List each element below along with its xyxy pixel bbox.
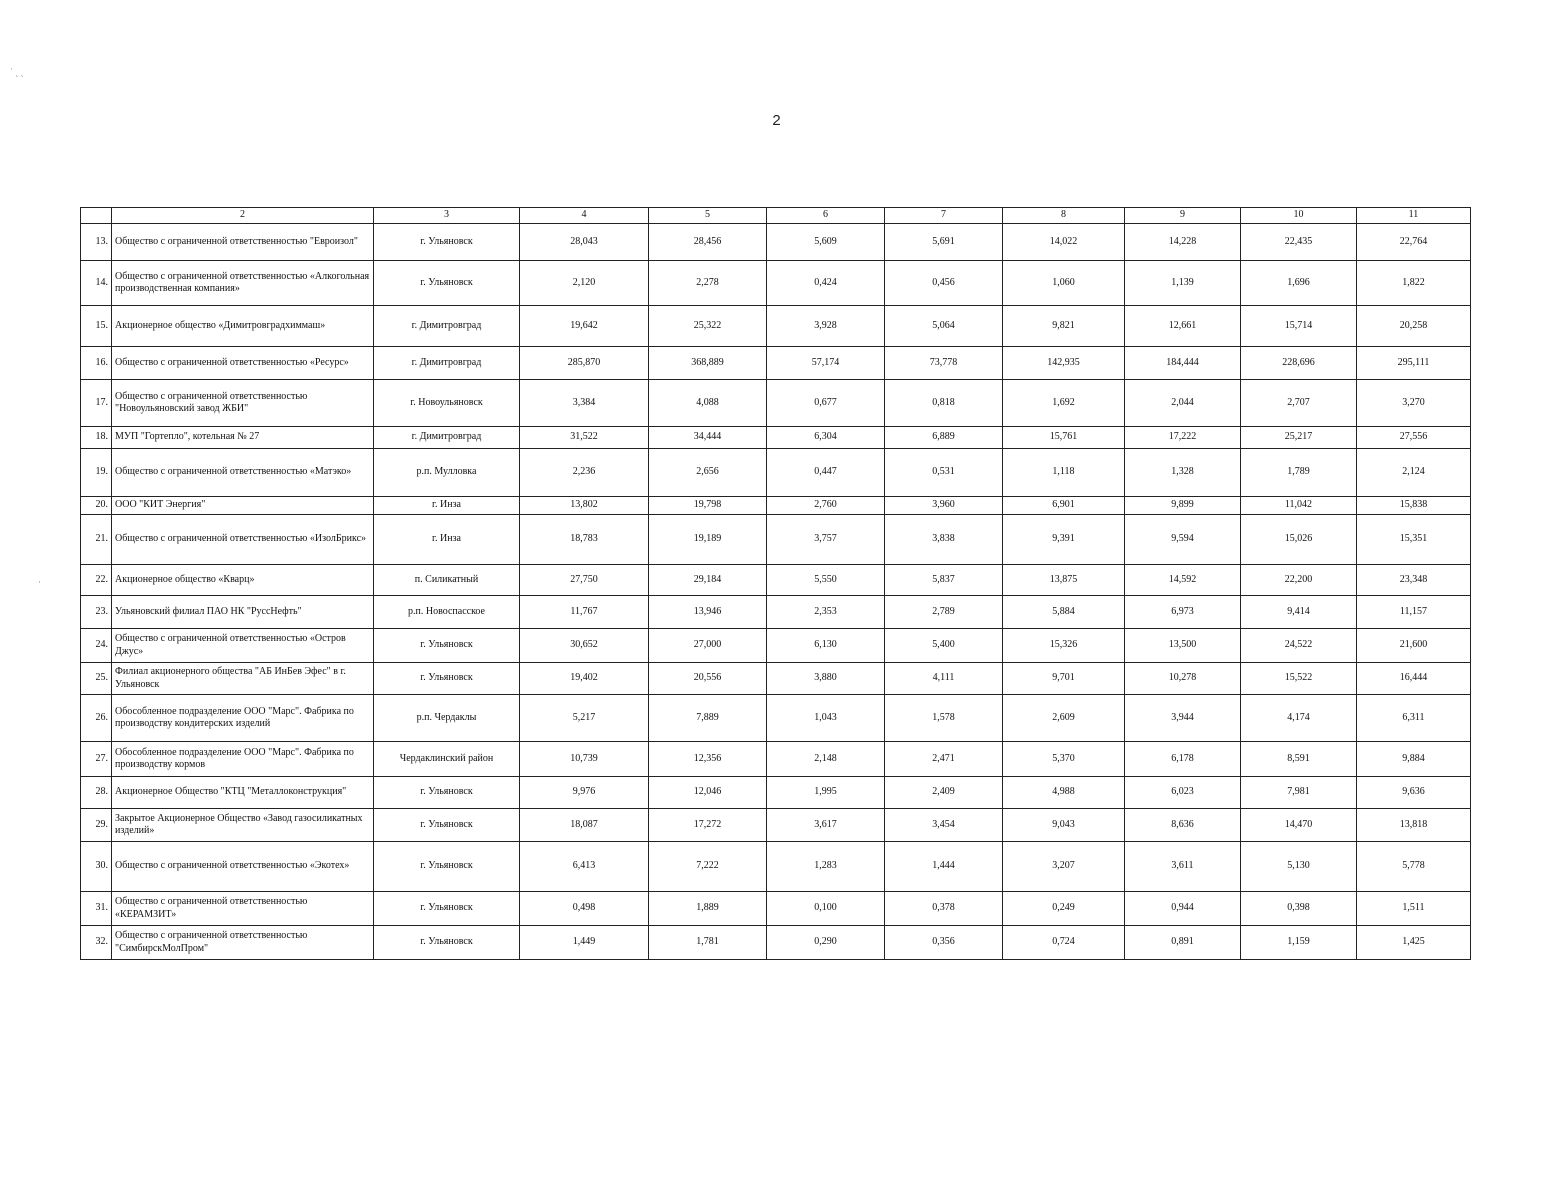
value-col-10: 25,217 <box>1241 427 1357 449</box>
value-col-5: 7,889 <box>649 695 767 742</box>
row-number: 28. <box>81 777 112 809</box>
value-col-4: 285,870 <box>520 347 649 380</box>
value-col-6: 3,757 <box>767 515 885 565</box>
row-number: 13. <box>81 224 112 261</box>
organization-name: Обособленное подразделение ООО "Марс". Фабрика по производству кормов <box>112 742 374 777</box>
value-col-10: 1,159 <box>1241 926 1357 960</box>
organization-name: Общество с ограниченной ответственностью «Остров Джус» <box>112 629 374 663</box>
value-col-4: 31,522 <box>520 427 649 449</box>
value-col-9: 17,222 <box>1125 427 1241 449</box>
row-number: 14. <box>81 261 112 306</box>
row-number: 32. <box>81 926 112 960</box>
row-number: 25. <box>81 663 112 695</box>
scan-speck: · <box>38 577 41 587</box>
value-col-9: 10,278 <box>1125 663 1241 695</box>
row-number: 24. <box>81 629 112 663</box>
organization-name: Акционерное общество «Кварц» <box>112 565 374 596</box>
value-col-11: 9,884 <box>1357 742 1471 777</box>
column-number: 3 <box>374 208 520 224</box>
value-col-5: 12,046 <box>649 777 767 809</box>
value-col-7: 1,578 <box>885 695 1003 742</box>
value-col-4: 18,087 <box>520 809 649 842</box>
value-col-5: 2,656 <box>649 449 767 497</box>
value-col-9: 1,328 <box>1125 449 1241 497</box>
value-col-8: 9,391 <box>1003 515 1125 565</box>
value-col-4: 6,413 <box>520 842 649 892</box>
table-row <box>81 842 1471 892</box>
value-col-4: 3,384 <box>520 380 649 427</box>
value-col-9: 12,661 <box>1125 306 1241 347</box>
value-col-7: 2,409 <box>885 777 1003 809</box>
value-col-11: 295,111 <box>1357 347 1471 380</box>
table-row <box>81 742 1471 777</box>
value-col-4: 5,217 <box>520 695 649 742</box>
row-number: 20. <box>81 497 112 515</box>
value-col-8: 15,761 <box>1003 427 1125 449</box>
value-col-9: 0,944 <box>1125 892 1241 926</box>
column-number: 9 <box>1125 208 1241 224</box>
value-col-9: 184,444 <box>1125 347 1241 380</box>
table-row <box>81 347 1471 380</box>
value-col-6: 1,283 <box>767 842 885 892</box>
value-col-5: 20,556 <box>649 663 767 695</box>
value-col-6: 6,130 <box>767 629 885 663</box>
value-col-11: 15,838 <box>1357 497 1471 515</box>
value-col-5: 7,222 <box>649 842 767 892</box>
value-col-4: 19,402 <box>520 663 649 695</box>
value-col-7: 5,064 <box>885 306 1003 347</box>
value-col-7: 3,454 <box>885 809 1003 842</box>
organization-name: Общество с ограниченной ответственностью «КЕРАМЗИТ» <box>112 892 374 926</box>
value-col-5: 12,356 <box>649 742 767 777</box>
row-number: 18. <box>81 427 112 449</box>
value-col-7: 1,444 <box>885 842 1003 892</box>
value-col-9: 6,178 <box>1125 742 1241 777</box>
value-col-5: 13,946 <box>649 596 767 629</box>
value-col-10: 15,714 <box>1241 306 1357 347</box>
value-col-6: 5,550 <box>767 565 885 596</box>
table-row <box>81 663 1471 695</box>
row-number: 30. <box>81 842 112 892</box>
value-col-7: 0,456 <box>885 261 1003 306</box>
location: г. Ульяновск <box>374 629 520 663</box>
value-col-6: 2,148 <box>767 742 885 777</box>
row-number: 19. <box>81 449 112 497</box>
value-col-6: 1,995 <box>767 777 885 809</box>
organization-name: Общество с ограниченной ответственностью "Евроизол" <box>112 224 374 261</box>
organization-name: Общество с ограниченной ответственностью "Новоульяновский завод ЖБИ" <box>112 380 374 427</box>
value-col-5: 368,889 <box>649 347 767 380</box>
value-col-5: 29,184 <box>649 565 767 596</box>
column-number: 2 <box>112 208 374 224</box>
value-col-4: 28,043 <box>520 224 649 261</box>
value-col-11: 1,425 <box>1357 926 1471 960</box>
value-col-8: 0,249 <box>1003 892 1125 926</box>
value-col-11: 21,600 <box>1357 629 1471 663</box>
table-row <box>81 892 1471 926</box>
value-col-10: 22,435 <box>1241 224 1357 261</box>
table-row <box>81 449 1471 497</box>
value-col-6: 2,760 <box>767 497 885 515</box>
table-body <box>81 208 1471 960</box>
column-number: 8 <box>1003 208 1125 224</box>
value-col-10: 0,398 <box>1241 892 1357 926</box>
location: г. Ульяновск <box>374 892 520 926</box>
value-col-6: 0,290 <box>767 926 885 960</box>
value-col-9: 9,899 <box>1125 497 1241 515</box>
table-row <box>81 926 1471 960</box>
organization-name: ООО "КИТ Энергия" <box>112 497 374 515</box>
row-number: 27. <box>81 742 112 777</box>
value-col-9: 0,891 <box>1125 926 1241 960</box>
location: г. Димитровград <box>374 347 520 380</box>
organization-name: Ульяновский филиал ПАО НК "РуссНефть" <box>112 596 374 629</box>
value-col-10: 1,696 <box>1241 261 1357 306</box>
column-number: 6 <box>767 208 885 224</box>
value-col-4: 13,802 <box>520 497 649 515</box>
value-col-7: 0,378 <box>885 892 1003 926</box>
value-col-5: 27,000 <box>649 629 767 663</box>
page-number: 2 <box>772 112 781 129</box>
value-col-8: 14,022 <box>1003 224 1125 261</box>
value-col-11: 20,258 <box>1357 306 1471 347</box>
location: г. Ульяновск <box>374 926 520 960</box>
value-col-9: 9,594 <box>1125 515 1241 565</box>
value-col-11: 15,351 <box>1357 515 1471 565</box>
table-row <box>81 515 1471 565</box>
row-number: 31. <box>81 892 112 926</box>
value-col-8: 3,207 <box>1003 842 1125 892</box>
value-col-9: 1,139 <box>1125 261 1241 306</box>
value-col-7: 4,111 <box>885 663 1003 695</box>
value-col-10: 9,414 <box>1241 596 1357 629</box>
value-col-6: 3,928 <box>767 306 885 347</box>
organization-name: Общество с ограниченной ответственностью «Экотех» <box>112 842 374 892</box>
organization-name: Закрытое Акционерное Общество «Завод газосиликатных изделий» <box>112 809 374 842</box>
table-row <box>81 380 1471 427</box>
location: г. Инза <box>374 497 520 515</box>
value-col-4: 9,976 <box>520 777 649 809</box>
value-col-8: 1,692 <box>1003 380 1125 427</box>
location: г. Ульяновск <box>374 261 520 306</box>
table-row <box>81 427 1471 449</box>
row-number: 23. <box>81 596 112 629</box>
value-col-8: 9,043 <box>1003 809 1125 842</box>
value-col-10: 7,981 <box>1241 777 1357 809</box>
organization-name: Общество с ограниченной ответственностью «Алкогольная производственная компания» <box>112 261 374 306</box>
value-col-4: 19,642 <box>520 306 649 347</box>
value-col-8: 1,118 <box>1003 449 1125 497</box>
row-number: 16. <box>81 347 112 380</box>
value-col-8: 5,370 <box>1003 742 1125 777</box>
value-col-10: 15,026 <box>1241 515 1357 565</box>
organization-name: Филиал акционерного общества "АБ ИнБев Эфес" в г. Ульяновск <box>112 663 374 695</box>
organization-name: Акционерное общество «Димитровградхиммаш» <box>112 306 374 347</box>
emissions-table <box>80 207 1471 960</box>
organization-name: Акционерное Общество "КТЦ "Металлоконструкция" <box>112 777 374 809</box>
value-col-9: 14,592 <box>1125 565 1241 596</box>
value-col-5: 2,278 <box>649 261 767 306</box>
column-number: 5 <box>649 208 767 224</box>
value-col-9: 13,500 <box>1125 629 1241 663</box>
value-col-6: 3,617 <box>767 809 885 842</box>
row-number: 29. <box>81 809 112 842</box>
location: г. Ульяновск <box>374 663 520 695</box>
value-col-6: 6,304 <box>767 427 885 449</box>
value-col-11: 27,556 <box>1357 427 1471 449</box>
value-col-7: 0,356 <box>885 926 1003 960</box>
value-col-8: 1,060 <box>1003 261 1125 306</box>
value-col-7: 5,837 <box>885 565 1003 596</box>
value-col-5: 25,322 <box>649 306 767 347</box>
organization-name: МУП "Гортепло", котельная № 27 <box>112 427 374 449</box>
value-col-11: 16,444 <box>1357 663 1471 695</box>
value-col-11: 1,511 <box>1357 892 1471 926</box>
value-col-4: 1,449 <box>520 926 649 960</box>
table-row <box>81 497 1471 515</box>
value-col-10: 14,470 <box>1241 809 1357 842</box>
value-col-8: 0,724 <box>1003 926 1125 960</box>
value-col-4: 2,236 <box>520 449 649 497</box>
location: г. Новоульяновск <box>374 380 520 427</box>
location: п. Силикатный <box>374 565 520 596</box>
location: р.п. Новоспасское <box>374 596 520 629</box>
table-row <box>81 565 1471 596</box>
value-col-11: 9,636 <box>1357 777 1471 809</box>
value-col-6: 1,043 <box>767 695 885 742</box>
value-col-7: 3,960 <box>885 497 1003 515</box>
value-col-4: 11,767 <box>520 596 649 629</box>
value-col-7: 2,471 <box>885 742 1003 777</box>
value-col-9: 2,044 <box>1125 380 1241 427</box>
location: р.п. Чердаклы <box>374 695 520 742</box>
value-col-7: 5,400 <box>885 629 1003 663</box>
value-col-10: 15,522 <box>1241 663 1357 695</box>
location: р.п. Мулловка <box>374 449 520 497</box>
value-col-8: 5,884 <box>1003 596 1125 629</box>
value-col-10: 2,707 <box>1241 380 1357 427</box>
value-col-9: 6,973 <box>1125 596 1241 629</box>
location: г. Ульяновск <box>374 777 520 809</box>
location: г. Ульяновск <box>374 809 520 842</box>
value-col-8: 13,875 <box>1003 565 1125 596</box>
value-col-4: 18,783 <box>520 515 649 565</box>
organization-name: Общество с ограниченной ответственностью «ИзолБрикс» <box>112 515 374 565</box>
value-col-6: 0,100 <box>767 892 885 926</box>
value-col-11: 22,764 <box>1357 224 1471 261</box>
value-col-5: 19,189 <box>649 515 767 565</box>
scan-speck: ˙ ˏ ˎ <box>10 67 24 77</box>
column-number: 4 <box>520 208 649 224</box>
location: г. Ульяновск <box>374 224 520 261</box>
value-col-8: 2,609 <box>1003 695 1125 742</box>
value-col-7: 5,691 <box>885 224 1003 261</box>
value-col-6: 0,424 <box>767 261 885 306</box>
value-col-10: 11,042 <box>1241 497 1357 515</box>
value-col-11: 3,270 <box>1357 380 1471 427</box>
value-col-6: 57,174 <box>767 347 885 380</box>
table-row <box>81 224 1471 261</box>
value-col-10: 5,130 <box>1241 842 1357 892</box>
value-col-6: 0,447 <box>767 449 885 497</box>
row-number: 15. <box>81 306 112 347</box>
location: г. Димитровград <box>374 306 520 347</box>
organization-name: Общество с ограниченной ответственностью «Матэко» <box>112 449 374 497</box>
value-col-11: 5,778 <box>1357 842 1471 892</box>
value-col-11: 2,124 <box>1357 449 1471 497</box>
row-number: 26. <box>81 695 112 742</box>
value-col-9: 3,944 <box>1125 695 1241 742</box>
column-number: 10 <box>1241 208 1357 224</box>
value-col-5: 19,798 <box>649 497 767 515</box>
value-col-4: 2,120 <box>520 261 649 306</box>
table-row <box>81 261 1471 306</box>
location: г. Димитровград <box>374 427 520 449</box>
row-number: 22. <box>81 565 112 596</box>
value-col-7: 0,531 <box>885 449 1003 497</box>
table-row <box>81 306 1471 347</box>
location: г. Инза <box>374 515 520 565</box>
value-col-9: 3,611 <box>1125 842 1241 892</box>
table-row <box>81 809 1471 842</box>
value-col-10: 1,789 <box>1241 449 1357 497</box>
value-col-10: 228,696 <box>1241 347 1357 380</box>
value-col-10: 24,522 <box>1241 629 1357 663</box>
value-col-8: 142,935 <box>1003 347 1125 380</box>
value-col-8: 6,901 <box>1003 497 1125 515</box>
value-col-11: 23,348 <box>1357 565 1471 596</box>
value-col-8: 15,326 <box>1003 629 1125 663</box>
value-col-5: 4,088 <box>649 380 767 427</box>
value-col-4: 27,750 <box>520 565 649 596</box>
column-number: 7 <box>885 208 1003 224</box>
value-col-5: 34,444 <box>649 427 767 449</box>
value-col-6: 5,609 <box>767 224 885 261</box>
table-row <box>81 777 1471 809</box>
value-col-8: 9,821 <box>1003 306 1125 347</box>
value-col-6: 0,677 <box>767 380 885 427</box>
value-col-10: 8,591 <box>1241 742 1357 777</box>
table-row <box>81 596 1471 629</box>
value-col-5: 28,456 <box>649 224 767 261</box>
organization-name: Общество с ограниченной ответственностью «Ресурс» <box>112 347 374 380</box>
value-col-9: 8,636 <box>1125 809 1241 842</box>
value-col-11: 13,818 <box>1357 809 1471 842</box>
value-col-5: 17,272 <box>649 809 767 842</box>
value-col-10: 4,174 <box>1241 695 1357 742</box>
organization-name: Обособленное подразделение ООО "Марс". Фабрика по производству кондитерских изделий <box>112 695 374 742</box>
column-number-row <box>81 208 1471 224</box>
value-col-11: 11,157 <box>1357 596 1471 629</box>
table-row <box>81 629 1471 663</box>
value-col-8: 9,701 <box>1003 663 1125 695</box>
row-number: 17. <box>81 380 112 427</box>
column-number: 11 <box>1357 208 1471 224</box>
location: Чердаклинский район <box>374 742 520 777</box>
value-col-4: 10,739 <box>520 742 649 777</box>
organization-name: Общество с ограниченной ответственностью "СимбирскМолПром" <box>112 926 374 960</box>
value-col-7: 0,818 <box>885 380 1003 427</box>
value-col-11: 1,822 <box>1357 261 1471 306</box>
value-col-4: 0,498 <box>520 892 649 926</box>
value-col-11: 6,311 <box>1357 695 1471 742</box>
value-col-4: 30,652 <box>520 629 649 663</box>
value-col-7: 73,778 <box>885 347 1003 380</box>
value-col-9: 14,228 <box>1125 224 1241 261</box>
value-col-10: 22,200 <box>1241 565 1357 596</box>
location: г. Ульяновск <box>374 842 520 892</box>
table-row <box>81 695 1471 742</box>
value-col-9: 6,023 <box>1125 777 1241 809</box>
value-col-6: 3,880 <box>767 663 885 695</box>
value-col-7: 2,789 <box>885 596 1003 629</box>
column-number <box>81 208 112 224</box>
value-col-7: 6,889 <box>885 427 1003 449</box>
value-col-7: 3,838 <box>885 515 1003 565</box>
value-col-5: 1,781 <box>649 926 767 960</box>
value-col-8: 4,988 <box>1003 777 1125 809</box>
row-number: 21. <box>81 515 112 565</box>
value-col-6: 2,353 <box>767 596 885 629</box>
value-col-5: 1,889 <box>649 892 767 926</box>
